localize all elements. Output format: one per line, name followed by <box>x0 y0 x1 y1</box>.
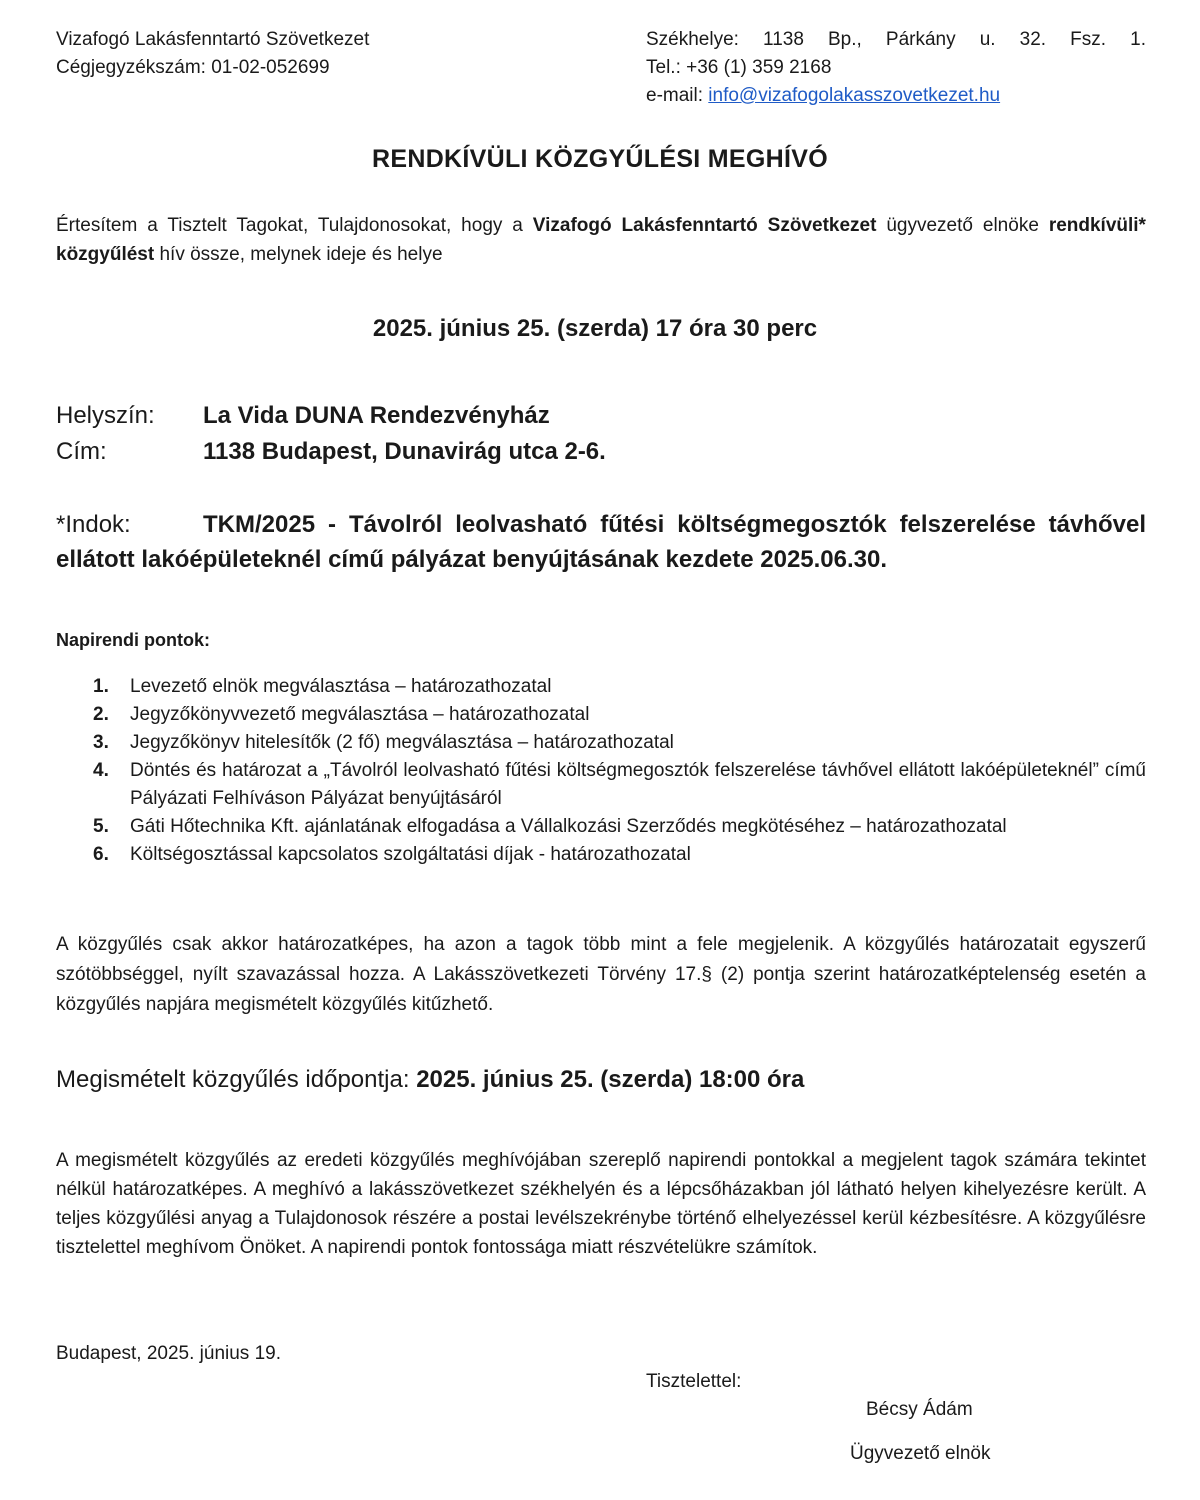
signatory-role: Ügyvezető elnök <box>850 1443 991 1464</box>
reason-text: TKM/2025 - Távolról leolvasható fűtési költségmegosztók felszerelése távhővel ellátott lakóépületeknél című pályázat benyújtásának kezdete 2025.06.30. <box>56 511 1146 573</box>
repeat-meeting-label: Megismételt közgyűlés időpontja: <box>56 1066 417 1093</box>
place-date: Budapest, 2025. június 19. <box>56 1343 282 1364</box>
page-title: RENDKÍVÜLI KÖZGYŰLÉSI MEGHÍVÓ <box>372 145 828 173</box>
meeting-datetime: 2025. június 25. (szerda) 17 óra 30 perc <box>372 315 818 342</box>
signatory-name: Bécsy Ádám <box>866 1399 973 1420</box>
org-name-bold: Vizafogó Lakásfenntartó Szövetkezet <box>532 215 877 236</box>
agenda-list <box>93 673 1146 869</box>
agenda-item: 1. Levezető elnök megválasztása – határozathozatal <box>93 676 552 697</box>
phone-number: Tel.: +36 (1) 359 2168 <box>646 57 832 78</box>
agenda-item: 3. Jegyzőkönyv hitelesítők (2 fő) megválasztása – határozathozatal <box>93 732 674 753</box>
quorum-paragraph: A közgyűlés csak akkor határozatképes, ha azon a tagok több mint a fele megjelenik. A közgyűlés határozatait egyszerű szótöbbséggel, nyílt szavazással hozza. A Lakásszövetkezeti Törvény 17.§ (2) pontja szerint határozatképtelenség esetén a közgyűlés napjára megismételt közgyűlés kitűzhető. <box>56 934 1146 1015</box>
email-line <box>646 82 1000 110</box>
regards: Tisztelettel: <box>646 1371 742 1392</box>
intro-paragraph: Értesítem a Tisztelt Tagokat, Tulajdonosokat, hogy a Vizafogó Lakásfenntartó Szövetkezet ügyvezető elnöke rendkívüli* közgyűlést hív össze, melynek ideje és helye <box>56 215 1146 265</box>
headquarters-address: Székhelye: 1138 Bp., Párkány u. 32. Fsz. 1. <box>646 29 1146 50</box>
agenda-item: 2. Jegyzőkönyvvezető megválasztása – határozathozatal <box>93 704 590 725</box>
repeat-meeting-datetime: 2025. június 25. (szerda) 18:00 óra <box>416 1066 805 1093</box>
agenda-item: 6. Költségosztással kapcsolatos szolgáltatási díjak - határozathozatal <box>93 844 691 865</box>
org-name: Vizafogó Lakásfenntartó Szövetkezet <box>56 29 370 50</box>
repeat-meeting-line <box>56 1066 804 1094</box>
email-link[interactable]: info@vizafogolakasszovetkezet.hu <box>708 85 1001 106</box>
agenda-item: 4. Döntés és határozat a „Távolról leolvasható fűtési költségmegosztók felszerelése távhővel ellátott lakóépületeknél” című Pályázati Felhíváson Pályázat benyújtásáról <box>93 760 1146 809</box>
reason-label: *Indok: <box>56 511 131 538</box>
venue-value: La Vida DUNA Rendezvényház <box>203 402 550 429</box>
email-label: e-mail: <box>646 85 709 106</box>
registration-number: Cégjegyzékszám: 01-02-052699 <box>56 57 330 78</box>
address-label: Cím: <box>56 438 107 465</box>
extraordinary-meeting-bold: rendkívüli* közgyűlést <box>56 215 1146 265</box>
repeat-meeting-paragraph: A megismételt közgyűlés az eredeti közgyűlés meghívójában szereplő napirendi pontokkal a megjelent tagok számára tekintet nélkül határozatképes. A meghívó a lakásszövetkezet székhelyén és a lépcsőházakban jól látható helyen kihelyezésre került. A teljes közgyűlési anyag a Tulajdonosok részére a postai levélszekrénybe történő elhelyezéssel kerül kézbesítésre. A közgyűlésre tisztelettel meghívom Önöket. A napirendi pontok fontossága miatt részvételükre számítok. <box>56 1150 1146 1258</box>
venue-label: Helyszín: <box>56 402 155 429</box>
address-value: 1138 Budapest, Dunavirág utca 2-6. <box>203 438 606 465</box>
agenda-item: 5. Gáti Hőtechnika Kft. ajánlatának elfogadása a Vállalkozási Szerződés megkötéséhez – határozathozatal <box>93 816 1007 837</box>
agenda-title: Napirendi pontok: <box>56 630 210 650</box>
reason-block <box>56 507 1146 577</box>
